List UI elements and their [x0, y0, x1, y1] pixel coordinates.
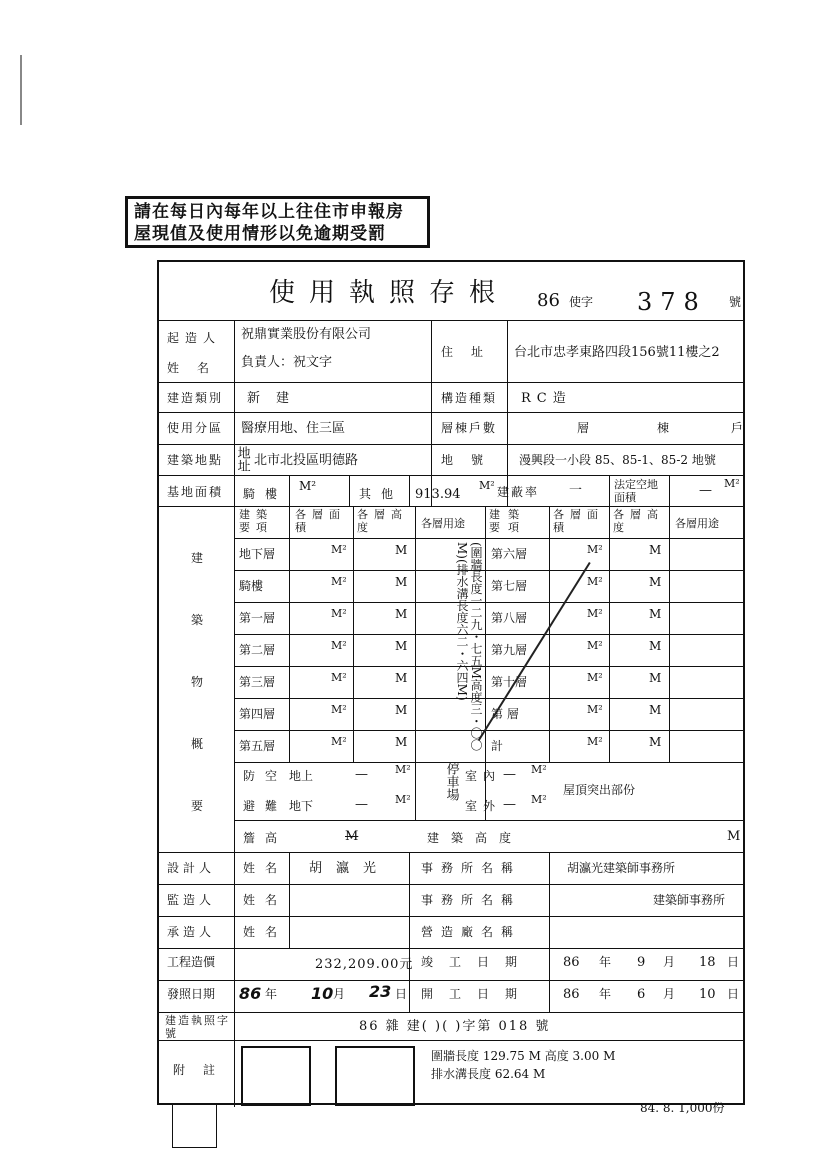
floor-left-height-unit: M: [395, 703, 408, 717]
floor-left-area-unit: M²: [331, 703, 347, 716]
base-arcade-unit: M²: [299, 479, 317, 493]
use-note: (圍牆長度一二九・七五M高度三・〇〇M)(排水溝長度六二・六四M): [455, 542, 483, 751]
parking-indoor-dash: —: [503, 767, 516, 782]
side-label-5: 要: [191, 799, 204, 813]
base-area-label: 基地面積: [167, 485, 224, 499]
floor-right-area-unit: M²: [587, 543, 603, 556]
roof-label: 屋頂突出部份: [563, 783, 636, 797]
floor-left-label: 地下層: [239, 547, 276, 561]
issue-year-label: 年: [265, 987, 278, 1001]
floor-right-label: 第八層: [491, 611, 528, 625]
hdr-area-right: 各層面積: [553, 508, 604, 534]
designer-office-label: 事務所名稱: [421, 861, 522, 875]
shelter-label-2: 避難: [243, 799, 288, 813]
hdr-area-left: 各層面積: [295, 508, 346, 534]
issue-day-label: 日: [395, 987, 408, 1001]
floor-right-area-unit: M²: [587, 607, 603, 620]
structure-value: RC造: [521, 391, 572, 406]
floor-right-label: 第 層: [491, 707, 519, 721]
hdr-height-left: 各層高度: [357, 508, 408, 534]
floor-right-area-unit: M²: [587, 671, 603, 684]
floor-left-label: 第四層: [239, 707, 276, 721]
floor-left-label: 第一層: [239, 611, 276, 625]
floor-right-label: 第七層: [491, 579, 528, 593]
floor-left-label: 第二層: [239, 643, 276, 657]
open-space-unit: M²: [724, 477, 740, 490]
issue-label: 發照日期: [167, 987, 216, 1001]
hdr-item-left: 建築要項: [239, 508, 273, 534]
floor-right-label: 第九層: [491, 643, 528, 657]
shelter-above-unit: M²: [395, 763, 411, 776]
finish-month: 9: [637, 955, 646, 970]
finish-year-label: 年: [599, 955, 612, 969]
base-other-unit: M²: [479, 479, 495, 492]
open-space-value: —: [699, 483, 712, 498]
supervisor-label: 監造人: [167, 893, 216, 907]
note-label: 附註: [173, 1063, 234, 1077]
coverage-label: 建蔽率: [497, 485, 540, 499]
units-layer: 層: [577, 421, 590, 435]
floor-right-area-unit: M²: [587, 703, 603, 716]
zoning-label: 使用分區: [167, 421, 224, 435]
floor-right-height-unit: M: [649, 671, 662, 685]
floor-left-area-unit: M²: [331, 575, 347, 588]
contractor-name-label: 姓名: [243, 925, 288, 939]
issue-day: 23: [369, 982, 392, 1001]
parking-outdoor: 室外: [465, 799, 502, 813]
notice-stamp: [125, 196, 430, 248]
issue-month: 10: [311, 984, 334, 1003]
finish-day-label: 日: [727, 955, 740, 969]
parking-outdoor-unit: M²: [531, 793, 547, 806]
hdr-use-right: 各層用途: [675, 517, 719, 530]
issue-year: 86: [239, 984, 262, 1003]
floor-left-height-unit: M: [395, 735, 408, 749]
applicant-name-label: 姓名: [167, 361, 228, 375]
units-label: 層棟戶數: [441, 421, 498, 435]
license-char: 使字: [569, 295, 594, 309]
shelter-label-1: 防空: [243, 769, 288, 783]
designer-name: 胡瀛光: [309, 861, 391, 876]
floor-right-height-unit: M: [649, 607, 662, 621]
shelter-below-unit: M²: [395, 793, 411, 806]
note-line-1: 圍牆長度 129.75 M 高度 3.00 M: [431, 1049, 616, 1063]
license-year: 86: [537, 290, 560, 311]
print-info: 84. 8. 1,000份: [640, 1101, 725, 1115]
designer-label: 設計人: [167, 861, 216, 875]
floor-left-area-unit: M²: [331, 735, 347, 748]
open-space-label: 法定空地面積: [614, 478, 658, 504]
shelter-below: 地下: [289, 799, 314, 813]
site-addr-small: 地址: [234, 446, 250, 472]
start-year-label: 年: [599, 987, 612, 1001]
site-value: 北市北投區明德路: [254, 453, 359, 468]
floor-right-label: 計: [491, 739, 504, 753]
side-label-2: 築: [191, 613, 204, 627]
floor-left-height-unit: M: [395, 543, 408, 557]
applicant-label: 起造人: [167, 331, 222, 345]
base-arcade-label: 騎樓: [243, 487, 288, 501]
parking-indoor: 室內: [465, 769, 502, 783]
contractor-label: 承造人: [167, 925, 216, 939]
notice-line-2: 屋現值及使用情形以免逾期受罰: [134, 224, 386, 244]
units-building: 棟: [657, 421, 670, 435]
parking-label: 停車場: [443, 762, 459, 801]
hdr-use-left: 各層用途: [421, 517, 465, 530]
applicant-company: 祝鼎實業股份有限公司: [241, 327, 372, 342]
cost-label: 工程造價: [167, 955, 216, 969]
base-other-label: 其他: [359, 487, 404, 501]
permit-label: 建造執照字號: [165, 1014, 230, 1040]
floor-right-height-unit: M: [649, 703, 662, 717]
license-number: 378: [637, 288, 707, 316]
floor-right-height-unit: M: [649, 543, 662, 557]
start-day-label: 日: [727, 987, 740, 1001]
approval-stamp-2: [335, 1046, 415, 1106]
floor-right-area-unit: M²: [587, 575, 603, 588]
parking-indoor-unit: M²: [531, 763, 547, 776]
shelter-above: 地上: [289, 769, 314, 783]
parking-outdoor-dash: —: [503, 797, 516, 812]
applicant-rep: 負責人：祝文字: [241, 355, 333, 370]
shelter-above-dash: —: [355, 767, 368, 782]
side-label-4: 概: [191, 737, 204, 751]
floor-right-area-unit: M²: [587, 735, 603, 748]
hdr-item-right: 建築要項: [489, 508, 527, 534]
building-type-label: 建造類別: [167, 391, 224, 405]
notice-line-1: 請在每日內每年以上往住市申報房: [134, 202, 404, 222]
floor-left-area-unit: M²: [331, 543, 347, 556]
lot-label: 地號: [441, 453, 502, 467]
floor-left-area-unit: M²: [331, 671, 347, 684]
finish-day: 18: [699, 955, 716, 970]
base-other-value: 913.94: [415, 487, 461, 502]
eave-value: M: [345, 829, 359, 844]
applicant-address-label: 住址: [441, 345, 502, 359]
floor-left-height-unit: M: [395, 639, 408, 653]
units-household: 戶: [731, 421, 744, 435]
permit-form: [157, 260, 745, 1105]
start-month-label: 月: [663, 987, 676, 1001]
floor-left-label: 第三層: [239, 675, 276, 689]
floor-left-height-unit: M: [395, 671, 408, 685]
shelter-below-dash: —: [355, 797, 368, 812]
floor-right-label: 第六層: [491, 547, 528, 561]
structure-label: 構造種類: [441, 391, 498, 405]
floor-left-area-unit: M²: [331, 639, 347, 652]
contractor-firm-label: 營造廠名稱: [421, 925, 522, 939]
start-year: 86: [563, 987, 580, 1002]
license-suffix: 號: [729, 295, 742, 309]
side-label-3: 物: [191, 675, 204, 689]
building-height-label: 建築高度: [427, 831, 524, 845]
floor-right-height-unit: M: [649, 575, 662, 589]
building-type-value: 新建: [247, 391, 306, 406]
note-line-2: 排水溝長度 62.64 M: [431, 1067, 546, 1081]
form-title: 使用執照存根: [269, 278, 510, 308]
finish-year: 86: [563, 955, 580, 970]
floor-right-height-unit: M: [649, 639, 662, 653]
scan-mark: [20, 55, 22, 125]
issue-month-label: 月: [333, 987, 346, 1001]
site-label: 建築地點: [167, 453, 224, 467]
supervisor-office: 建築師事務所: [653, 893, 726, 907]
floor-left-height-unit: M: [395, 607, 408, 621]
finish-month-label: 月: [663, 955, 676, 969]
start-label: 開工日期: [421, 987, 534, 1001]
designer-office: 胡瀛光建築師事務所: [567, 861, 676, 875]
applicant-address: 台北市忠孝東路四段156號11樓之2: [514, 345, 720, 360]
eave-label: 簷高: [243, 831, 288, 845]
approval-stamp-1: [241, 1046, 311, 1106]
supervisor-office-label: 事務所名稱: [421, 893, 522, 907]
permit-value: 86 雜 建( )( )字第 018 號: [359, 1019, 551, 1034]
lot-value: 漫興段一小段 85、85-1、85-2 地號: [519, 453, 716, 467]
designer-name-label: 姓名: [243, 861, 288, 875]
cost-value: 232,209.00元: [315, 957, 414, 972]
floor-left-area-unit: M²: [331, 607, 347, 620]
floor-right-height-unit: M: [649, 735, 662, 749]
start-month: 6: [637, 987, 646, 1002]
hdr-height-right: 各層高度: [613, 508, 664, 534]
floor-left-height-unit: M: [395, 575, 408, 589]
floor-left-label: 騎樓: [239, 579, 264, 593]
floor-right-label: 第十層: [491, 675, 528, 689]
building-height-value: M: [727, 829, 741, 844]
side-label-1: 建: [191, 551, 204, 565]
office-seal: [172, 1103, 217, 1148]
supervisor-name-label: 姓名: [243, 893, 288, 907]
coverage-value: 一: [569, 483, 583, 498]
floor-right-area-unit: M²: [587, 639, 603, 652]
finish-label: 竣工日期: [421, 955, 534, 969]
floor-left-label: 第五層: [239, 739, 276, 753]
zoning-value: 醫療用地、住三區: [241, 421, 346, 436]
start-day: 10: [699, 987, 716, 1002]
